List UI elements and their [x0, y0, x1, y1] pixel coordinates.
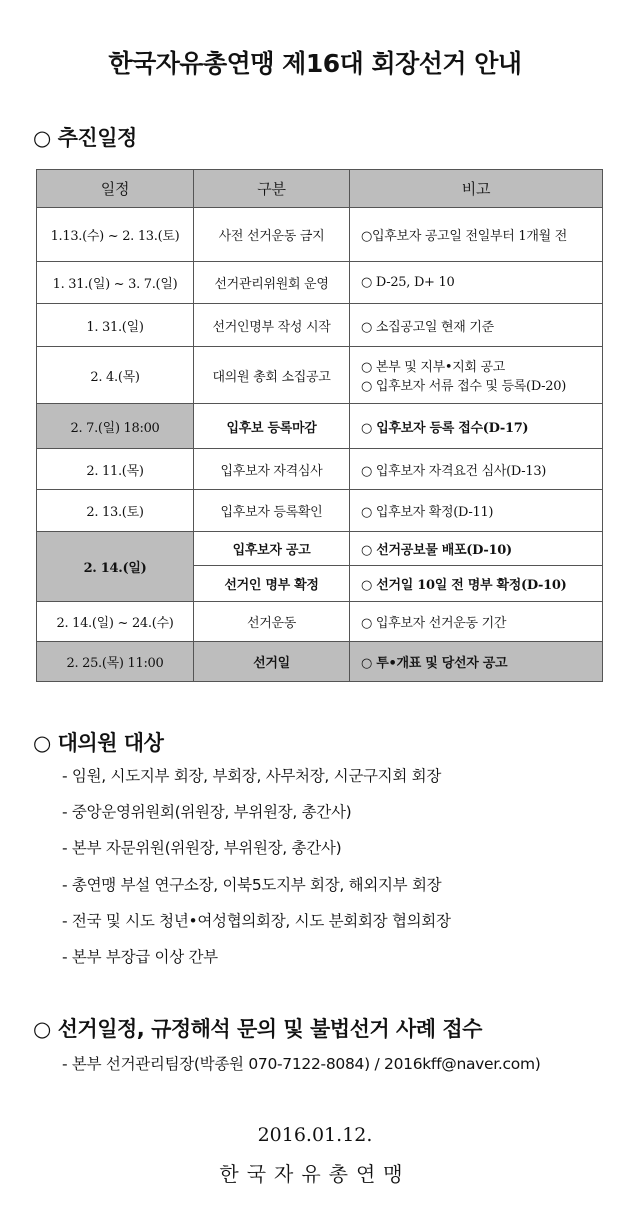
header-category: 구분: [194, 170, 350, 208]
table-row: [37, 642, 603, 682]
row-note: ○ 입후보자 등록 접수(D-17): [350, 404, 603, 449]
row-note: ○ 입후보자 자격요건 심사(D-13): [350, 449, 603, 490]
row-note: ○입후보자 공고일 전일부터 1개월 전: [350, 208, 603, 262]
row-category: 사전 선거운동 금지: [194, 208, 350, 262]
row-category: 선거인명부 작성 시작: [194, 304, 350, 347]
row-date: 2. 11.(목): [37, 449, 194, 490]
row-date: 2. 13.(토): [37, 490, 194, 532]
row-date: 2. 7.(일) 18:00: [37, 404, 194, 449]
list-item: - 총연맹 부설 연구소장, 이북5도지부 회장, 해외지부 회장: [62, 876, 442, 894]
row-date: 2. 4.(목): [37, 347, 194, 404]
row-date: 2. 14.(일) ~ 24.(수): [37, 602, 194, 642]
list-item: - 임원, 시도지부 회장, 부회장, 사무처장, 시군구지회 회장: [62, 767, 441, 785]
row-date: 1.13.(수) ~ 2. 13.(토): [37, 208, 194, 262]
table-row: [37, 532, 603, 566]
row-date: 1. 31.(일) ~ 3. 7.(일): [37, 262, 194, 304]
row-category: 선거운동: [194, 602, 350, 642]
schedule-heading: ○ 추진일정: [33, 126, 137, 150]
row-notes: [350, 347, 603, 404]
row-note: ○ 입후보자 선거운동 기간: [350, 602, 603, 642]
list-item: - 전국 및 시도 청년•여성협의회장, 시도 분회회장 협의회장: [62, 912, 451, 930]
row-note: ○ 입후보자 서류 접수 및 등록(D-20): [361, 379, 566, 394]
header-date: 일정: [37, 170, 194, 208]
table-row: [37, 262, 603, 304]
row-note: ○ D-25, D+ 10: [350, 262, 603, 304]
row-category: 입후보 등록마감: [194, 404, 350, 449]
footer-org: 한국자유총연맹: [219, 1162, 411, 1186]
table-row: [37, 347, 603, 404]
row-note: ○ 투•개표 및 당선자 공고: [350, 642, 603, 682]
row-category: 선거일: [194, 642, 350, 682]
row-category: 입후보자 공고: [194, 532, 350, 566]
row-category: 선거인 명부 확정: [194, 566, 350, 602]
list-item: - 본부 부장급 이상 간부: [62, 948, 218, 966]
row-note: ○ 선거일 10일 전 명부 확정(D-10): [350, 566, 603, 602]
contact-line: - 본부 선거관리팀장(박종원 070-7122-8084) / 2016kff@naver.com): [62, 1055, 541, 1073]
inquiry-heading: ○ 선거일정, 규정해석 문의 및 불법선거 사례 접수: [33, 1017, 482, 1041]
row-category: 입후보자 자격심사: [194, 449, 350, 490]
row-category: 선거관리위원회 운영: [194, 262, 350, 304]
table-row: [37, 449, 603, 490]
row-note: ○ 소집공고일 현재 기준: [350, 304, 603, 347]
table-row: [37, 304, 603, 347]
row-note: ○ 본부 및 지부•지회 공고: [361, 360, 506, 375]
table-row: [37, 490, 603, 532]
table-row: [37, 602, 603, 642]
schedule-table: [36, 169, 603, 682]
row-date: 2. 25.(목) 11:00: [37, 642, 194, 682]
table-row: [37, 404, 603, 449]
row-note: ○ 선거공보물 배포(D-10): [350, 532, 603, 566]
row-date: 1. 31.(일): [37, 304, 194, 347]
delegates-heading: ○ 대의원 대상: [33, 731, 164, 755]
row-category: 대의원 총회 소집공고: [194, 347, 350, 404]
table-row: [37, 208, 603, 262]
table-header-row: [37, 170, 603, 208]
header-notes: 비고: [350, 170, 603, 208]
row-date: 2. 14.(일): [37, 532, 194, 602]
footer-date: 2016.01.12.: [257, 1124, 373, 1146]
list-item: - 중앙운영위원회(위원장, 부위원장, 총간사): [62, 803, 352, 821]
row-category: 입후보자 등록확인: [194, 490, 350, 532]
row-note: ○ 입후보자 확정(D-11): [350, 490, 603, 532]
list-item: - 본부 자문위원(위원장, 부위원장, 총간사): [62, 839, 342, 857]
page-title: 한국자유총연맹 제16대 회장선거 안내: [108, 49, 522, 78]
